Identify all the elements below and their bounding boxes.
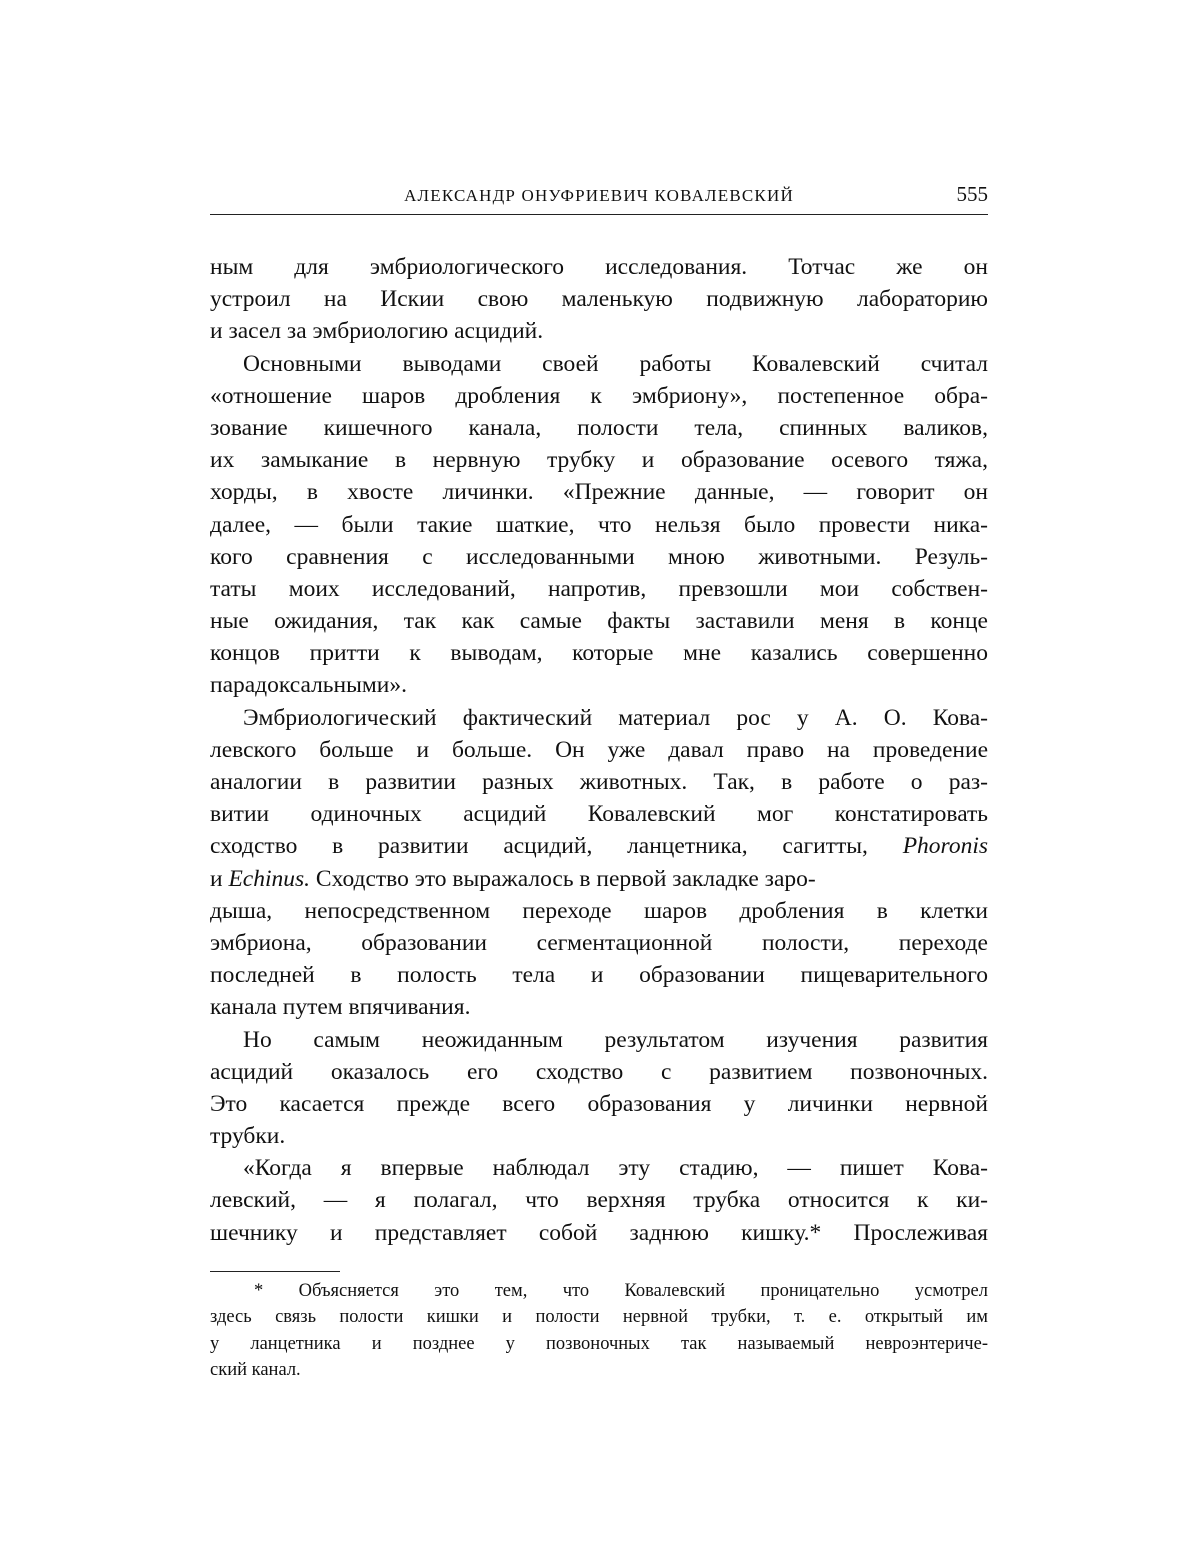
text-line: ные ожидания, так как самые факты заставили меня в конце — [210, 605, 988, 637]
text-line: и засел за эмбриологию асцидий. — [210, 315, 988, 347]
paragraph — [210, 348, 988, 702]
paragraph — [210, 251, 988, 348]
text-line: трубки. — [210, 1120, 988, 1152]
text-segment: и — [210, 866, 223, 892]
text-line-mixed — [210, 863, 988, 895]
text-line: левского больше и больше. Он уже давал право на проведение — [210, 734, 988, 766]
footnote — [210, 1278, 988, 1384]
text-line: Это касается прежде всего образования у личинки нервной — [210, 1088, 988, 1120]
text-line: хорды, в хвосте личинки. «Прежние данные, — говорит он — [210, 476, 988, 508]
text-line: левский, — я полагал, что верхняя трубка относится к ки- — [210, 1184, 988, 1216]
footnote-divider — [210, 1271, 340, 1272]
text-line: дыша, непосредственном переходе шаров дробления в клетки — [210, 895, 988, 927]
text-line: асцидий оказалось его сходство с развитием позвоночных. — [210, 1056, 988, 1088]
footnote-line: у ланцетника и позднее у позвоночных так называемый невроэнтериче- — [210, 1331, 988, 1357]
text-line: устроил на Искии свою маленькую подвижную лабораторию — [210, 283, 988, 315]
text-line: ным для эмбриологического исследования. Тотчас же он — [210, 251, 988, 283]
text-segment: Сходство это выражалось в первой закладке заро- — [316, 866, 816, 892]
italic-term: Phoronis — [903, 833, 988, 859]
text-line: «Когда я впервые наблюдал эту стадию, — пишет Кова- — [210, 1152, 988, 1184]
text-line: парадоксальными». — [210, 669, 988, 701]
text-line: Эмбриологический фактический материал рос у А. О. Кова- — [210, 702, 988, 734]
text-line: канала путем впячивания. — [210, 991, 988, 1023]
body-text — [210, 251, 988, 1249]
text-line-mixed — [210, 830, 988, 862]
text-line: «отношение шаров дробления к эмбриону», постепенное обра- — [210, 380, 988, 412]
text-line: последней в полость тела и образовании пищеварительного — [210, 959, 988, 991]
text-segment: сходство в развитии асцидий, ланцетника, сагитты, — [210, 833, 868, 859]
book-page — [210, 180, 988, 1383]
text-line: концов притти к выводам, которые мне казались совершенно — [210, 637, 988, 669]
footnote-line: * Объясняется это тем, что Ковалевский проницательно усмотрел — [210, 1278, 988, 1304]
paragraph — [210, 702, 988, 1024]
text-line: их замыкание в нервную трубку и образование осевого тяжа, — [210, 444, 988, 476]
text-line: Но самым неожиданным результатом изучения развития — [210, 1024, 988, 1056]
paragraph — [210, 1152, 988, 1249]
running-head — [210, 180, 988, 215]
text-line: эмбриона, образовании сегментационной полости, переходе — [210, 927, 988, 959]
footnote-line: здесь связь полости кишки и полости нервной трубки, т. е. открытый им — [210, 1304, 988, 1330]
running-title: АЛЕКСАНДР ОНУФРИЕВИЧ КОВАЛЕВСКИЙ — [210, 186, 988, 206]
text-line: аналогии в развитии разных животных. Так, в работе о раз- — [210, 766, 988, 798]
text-line: витии одиночных асцидий Ковалевский мог констатировать — [210, 798, 988, 830]
text-line: таты моих исследований, напротив, превзошли мои собствен- — [210, 573, 988, 605]
text-line: Основными выводами своей работы Ковалевский считал — [210, 348, 988, 380]
footnote-line: ский канал. — [210, 1357, 988, 1383]
text-line: далее, — были такие шаткие, что нельзя было провести ника- — [210, 509, 988, 541]
text-line: зование кишечного канала, полости тела, спинных валиков, — [210, 412, 988, 444]
text-line: кого сравнения с исследованными мною животными. Резуль- — [210, 541, 988, 573]
italic-term: Echinus. — [228, 866, 310, 892]
page-number: 555 — [957, 182, 989, 207]
text-line: шечнику и представляет собой заднюю кишку.* Прослеживая — [210, 1217, 988, 1249]
paragraph — [210, 1024, 988, 1153]
